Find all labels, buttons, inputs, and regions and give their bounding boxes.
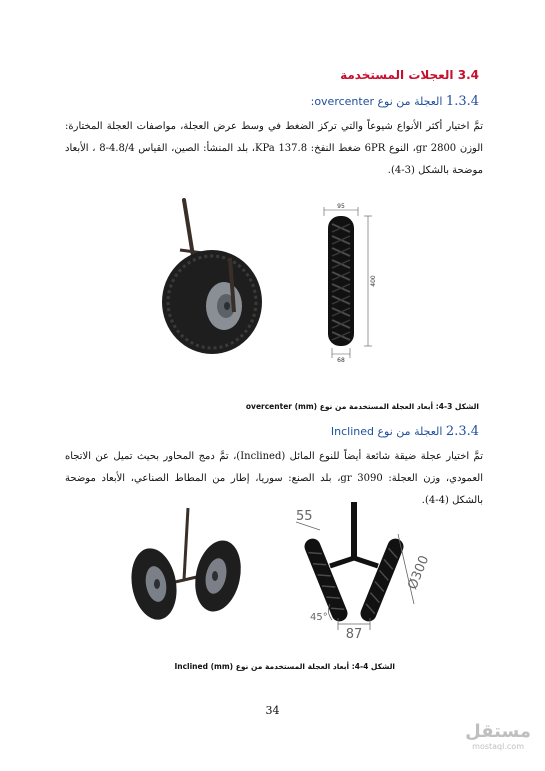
subsection-1-title: العجلة من نوع overcenter: — [310, 95, 443, 108]
axle-nut — [224, 302, 230, 310]
dim-width-label: 95 — [337, 203, 345, 210]
watermark-latin: mostaql.com — [472, 742, 524, 751]
inclined-post — [351, 502, 357, 560]
frame-post — [184, 508, 188, 580]
dim-angle-label: 45° — [310, 612, 328, 623]
dim-bottom-label: 87 — [345, 627, 363, 640]
dim-height-label: 400 — [370, 275, 377, 287]
figure-4-4-drawing — [290, 500, 440, 640]
figure-4-4-photo — [126, 506, 250, 626]
subsection-2-paragraph: تمَّ اختيار عجلة ضيقة شائعة أيضاً للنوع المائل (Inclined)، تمَّ دمج المحاور بحيث تميل عن الاتجاه العمودي، وزن العجلة: 3090 gr، بلد الصنع: سوريا، إطار من المطاط الصناعي، الأبعاد موضحة بالشكل (4-4). — [65, 451, 483, 506]
page-number: 34 — [265, 704, 280, 717]
subsection-2-heading — [331, 424, 479, 439]
subsection-1-paragraph: تمَّ اختيار أكثر الأنواع شيوعاً والتي تركز الضغط في وسط عرض العجلة، مواصفات العجلة المختارة: الوزن 2800 gr، النوع 6PR ضغط النفخ: 137.8 KPa، بلد المنشأ: الصين، القياس 4.8/4-8 ، الأبعاد موضحة بالشكل (3-4). — [65, 121, 484, 176]
subsection-2-title: العجلة من نوع Inclined — [330, 425, 443, 438]
section-number: 3.4 — [457, 68, 479, 82]
subsection-2-number: 2.3.4 — [445, 424, 479, 439]
mostaql-watermark — [465, 722, 531, 751]
watermark-arabic: مستقل — [465, 721, 531, 742]
right-tire-profile — [358, 536, 406, 624]
figure-3-4-caption: الشكل 3-4: أبعاد العجلة المستخدمة من نوع overcenter (mm) — [245, 402, 479, 411]
dim-bottom-label: 68 — [337, 357, 345, 362]
figure-4-4-caption: الشكل 4-4: أبعاد العجلة المستخدمة من نوع Inclined (mm) — [174, 662, 395, 671]
tire-profile — [328, 216, 354, 346]
dim-diameter-label: Ø300 — [405, 553, 433, 592]
subsection-1-number: 1.3.4 — [445, 94, 479, 109]
section-heading — [340, 68, 479, 82]
left-tire-profile — [302, 536, 350, 624]
inclined-axle — [330, 558, 378, 566]
figure-3-4-photo — [150, 192, 270, 362]
section-title: العجلات المستخدمة — [340, 68, 454, 82]
subsection-1-heading — [311, 94, 479, 109]
dim-top-label: 55 — [296, 509, 313, 524]
figure-3-4-drawing — [318, 202, 388, 362]
